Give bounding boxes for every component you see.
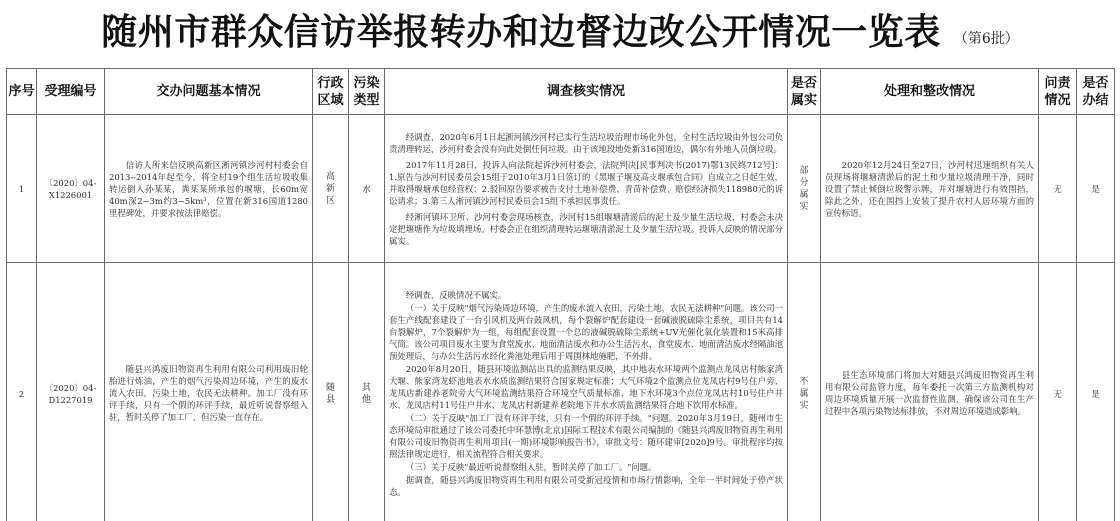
header-accountability: 问责情况	[1039, 69, 1077, 115]
cell-closed: 是	[1077, 115, 1115, 263]
header-region: 行政区域	[313, 69, 349, 115]
header-is-true: 是否属实	[788, 69, 821, 115]
is-true-text: 部分属实	[799, 165, 809, 212]
investigation-paragraph: 经调查，2020年6月1日起淅河镇沙河村已实行生活垃圾治理市场化外包，全村生活垃圾由外包公司负责清理转运，沙河村委会没有向此处倒任何垃圾。由于该地段地处新316国道边，偶尔有外地人员倒垃圾。	[389, 131, 783, 154]
region-text: 高新区	[325, 171, 335, 206]
rectify-text: 2020年12月24日至27日，沙河村迅速组织有关人员现场将堰塘清淤后的泥土和少量垃圾清理干净，同时设置了禁止倾倒垃圾警示牌，并对堰塘进行有效围挡，除此之外，还在围挡上安装了提升农村人居环境方面的宣传标语。	[825, 159, 1034, 218]
cell-investigation	[385, 115, 788, 263]
cell-investigation	[385, 263, 788, 521]
batch-label: （第6批）	[953, 31, 1019, 47]
investigation-paragraph: 经调查，反映情况不属实。	[405, 289, 507, 300]
header-pollution-type: 污染类型	[349, 69, 385, 115]
header-investigation: 调查核实情况	[385, 69, 788, 115]
rectify-text: 县生态环境部门将加大对随县兴鸿废旧物资再生利用有限公司监管力度，每年委托一次第三方监测机构对周边环境质量开展一次监督性监测，确保该公司在生产过程中各项污染物达标排放，不对周边环境造成影响。	[825, 370, 1034, 416]
investigation-paragraph: 据调查，随县兴鸿废旧物资再生利用有限公司受新冠疫情和市场行情影响，全年一半时间处于停产状态。	[389, 474, 783, 497]
table-header-row	[7, 69, 1115, 115]
pollution-type-text: 其他	[361, 382, 371, 405]
investigation-paragraph: 经淅河镇环卫所、沙河村委会现场核查，沙河村15组堰塘清淤后的泥土及少量生活垃圾，村委会未决定把堰塘作为垃圾填埋场。村委会正在组织清理转运堰塘清淤泥土及少量生活垃圾。投诉人反映的情况部分属实。	[389, 211, 783, 246]
cell-accountability: 无	[1039, 263, 1077, 521]
cell-rectify	[821, 263, 1039, 521]
cell-seq: 1	[7, 115, 37, 263]
cell-code: 〔2020〕04-X1226001	[37, 115, 105, 263]
cell-is-true	[788, 263, 821, 521]
cell-accountability: 无	[1039, 115, 1077, 263]
cell-seq: 2	[7, 263, 37, 521]
table-row	[7, 263, 1115, 521]
header-seq: 序号	[7, 69, 37, 115]
issue-text: 信访人所来信反映高新区淅河镇沙河村村委会自2013--2014年起至今，将全村19个组生活垃圾收集转运倒入孙某某，粪某某所承包的堰塘，长60m宽40m深2~3m约3~5km³，位置在新316国道1280里程碑处，并要求按法律赔偿。	[109, 159, 308, 218]
cell-region	[313, 115, 349, 263]
cell-code: 〔2020〕04-D1227019	[37, 263, 105, 521]
header-closed: 是否办结	[1077, 69, 1115, 115]
investigation-paragraph: （三）关于反映"最近听说督察组入驻，暂时关停了加工厂。"问题。	[405, 461, 657, 472]
issue-text: 随县兴鸿废旧物资再生利用有限公司利用废旧轮胎进行炼油，产生的烟气污染周边环境，产生的废水流入农田，污染土地，农民无法耕种。加工厂没有环评手续，只有一个假的环评手续，最近听说督察组入驻，暂时关停了加工厂，但污染一直存在。	[109, 364, 308, 422]
region-text: 随县	[325, 382, 335, 405]
header-issue: 交办问题基本情况	[105, 69, 313, 115]
cell-closed: 是	[1077, 263, 1115, 521]
table-row	[7, 115, 1115, 263]
header-code: 受理编号	[37, 69, 105, 115]
cell-rectify	[821, 115, 1039, 263]
investigation-paragraph: 2017年11月28日，投诉人向法院起诉沙河村委会，法院判决[民事判决书(2017)鄂13民终712号]：1.原告与沙河村民委员会15组于2010年3月1日签订的《黑堰子堰及高支堰承包合同》自成立之日起生效，并取得堰塘承包经营权；2.驳回原告要求被告支付土地补偿费、青苗补偿费、赔偿经济损失118980元的诉讼请求；3.第三人淅河镇沙河村民委员会15组不承担民事责任。	[389, 159, 783, 206]
is-true-text: 不属实	[799, 376, 809, 411]
investigation-paragraph: （一）关于反映"烟气污染周边环境，产生的废水流入农田，污染土地，农民无法耕种"问题。该公司一套生产线配套建设了一台引风机及两台鼓风机，每个裂解炉配套建设一套碱液脱硫除尘系统，项目共有14台裂解炉，7个裂解炉为一组，每组配套设置一个总的液碱脱硫除尘系统+UV光催化氧化装置和15米高排气筒。该公司项目废水主要为食堂废水、地面清洁废水和办公生活污水，食堂废水、地面清洁废水经隔油池预处理后，与办公生活污水经化粪池处理后用于周围林地施肥，不外排。	[389, 302, 783, 361]
investigation-paragraph: 2020年8月20日，随县环境监测站出具的监测结果反映，其中地表水环境两个监测点龙凤店村熊家湾大堰、熊家湾龙虾池地表水水质监测结果符合国家规定标准；大气环境2个监测点位龙凤店村9号住户旁、龙凤店新建养老院旁大气环境监测结果符合环境空气质量标准，地下水环境3个点位龙凤店村10号住户井水、龙凤店村11号住户井水、龙凤店村新建养老院地下井水水质监测结果符合地下饮用水标准。	[389, 363, 783, 410]
cell-issue	[105, 115, 313, 263]
cell-pollution-type: 水	[349, 115, 385, 263]
header-rectify: 处理和整改情况	[821, 69, 1039, 115]
cell-is-true	[788, 115, 821, 263]
cell-pollution-type	[349, 263, 385, 521]
page-title: 随州市群众信访举报转办和边督边改公开情况一览表	[101, 12, 941, 53]
investigation-paragraph: （二）关于反映"加工厂没有环评手续，只有一个假的环评手续。"问题。2020年3月19日，随州市生态环境局审批通过了该公司委托中环慧博(北京)国际工程技术有限公司编制的《随县兴鸿废旧物资再生利用有限公司废旧物资再生利用项目(一期)环境影响报告书》，审批文号：随环建审[2020]9号。审批程序均按照法律规定进行，相关流程符合相关要求。	[389, 412, 783, 459]
cell-issue	[105, 263, 313, 521]
petition-table	[6, 68, 1115, 521]
cell-region	[313, 263, 349, 521]
page-title-bar	[0, 4, 1120, 62]
